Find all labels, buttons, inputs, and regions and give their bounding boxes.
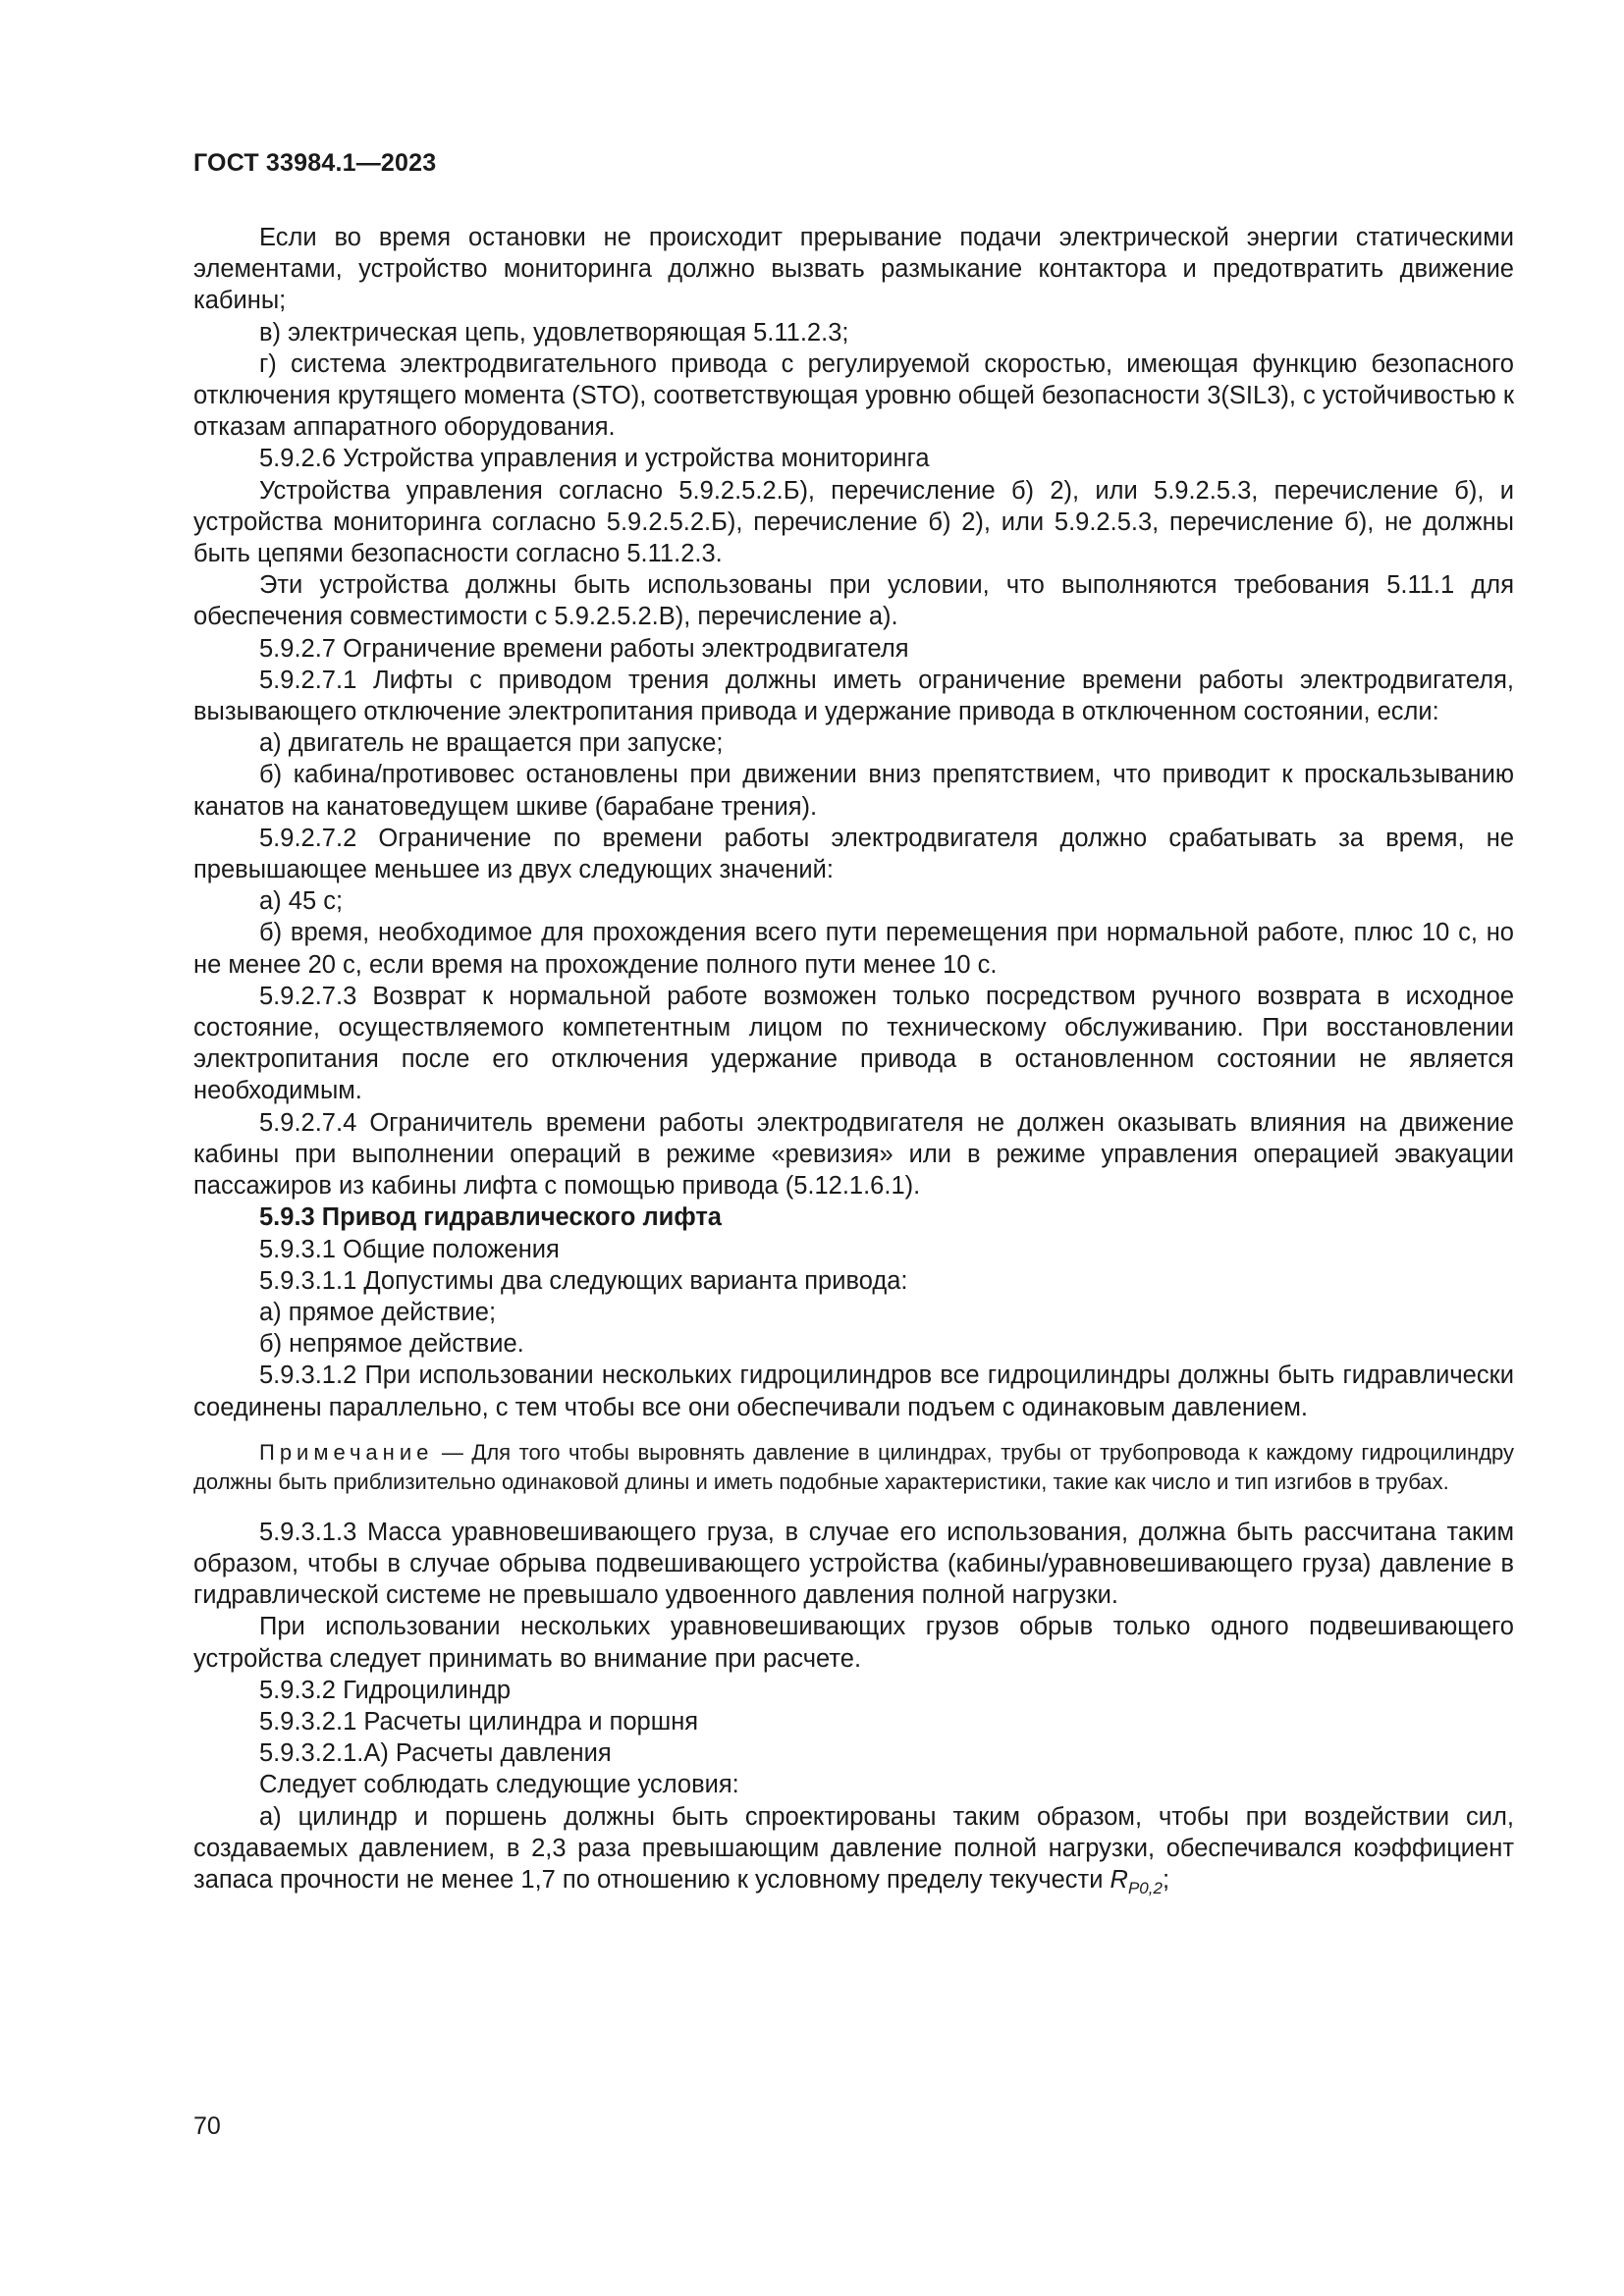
paragraph: 5.9.3.2.1.А) Расчеты давления xyxy=(259,1739,612,1768)
paragraph: Следует соблюдать следующие условия: xyxy=(259,1771,739,1799)
paragraph: При использовании нескольких уравновешивающих грузов обрыв только одного подвешивающего устройства следует принимать во внимание при расчете. xyxy=(193,1613,1514,1673)
paragraph: 5.9.2.6 Устройства управления и устройства мониторинга xyxy=(259,445,930,473)
paragraph: 5.9.3.1.2 При использовании нескольких гидроцилиндров все гидроцилиндры должны быть гидравлически соединены параллельно, с тем чтобы все они обеспечивали подъем с одинаковым давлением. xyxy=(193,1362,1514,1421)
paragraph: 5.9.3.1.3 Масса уравновешивающего груза, в случае его использования, должна быть рассчитана таким образом, чтобы в случае обрыва подвешивающего устройства (кабины/уравновешивающего груза) давление в гидравлической системе не превышало удвоенного давления полной нагрузки. xyxy=(193,1518,1514,1610)
paragraph: 5.9.3.1.1 Допустимы два следующих варианта привода: xyxy=(259,1266,908,1295)
paragraph-with-formula: а) цилиндр и поршень должны быть спроектированы таким образом, чтобы при воздействии сил, создаваемых давлением, в 2,3 раза превышающим давление полной нагрузки, обеспечивался коэффициент запаса прочности не менее 1,7 по отношению к условному пределу текучести $R_{P0,2}$; xyxy=(193,1802,1514,1898)
paragraph: а) прямое действие; xyxy=(259,1298,497,1326)
paragraph: б) кабина/противовес остановлены при движении вниз препятствием, что приводит к проскальзыванию канатов на канатоведущем шкиве (барабане трения). xyxy=(193,761,1514,821)
paragraph: а) 45 с; xyxy=(259,887,344,916)
document-header: ГОСТ 33984.1—2023 xyxy=(193,149,437,177)
section-heading: 5.9.3 Привод гидравлического лифта xyxy=(259,1203,722,1232)
paragraph: 5.9.3.2 Гидроцилиндр xyxy=(259,1676,512,1704)
paragraph: б) непрямое действие. xyxy=(259,1330,524,1359)
note-text: — Для того чтобы выровнять давление в цилиндрах, трубы от трубопровода к каждому гидроцилиндру должны быть приблизительно одинаковой длины и иметь подобные характеристики, такие как число и тип изгибов в трубах. xyxy=(193,1439,1514,1494)
paragraph: Если во время остановки не происходит прерывание подачи электрической энергии статическими элементами, устройство мониторинга должно вызвать размыкание контактора и предотвратить движение кабины; xyxy=(193,224,1514,315)
yield-strength-formula: $R_{P0,2}$ xyxy=(1110,1865,1163,1898)
paragraph: б) время, необходимое для прохождения всего пути перемещения при нормальной работе, плюс 10 с, но не менее 20 с, если время на прохождение полного пути менее 10 с. xyxy=(193,919,1514,979)
paragraph: 5.9.3.2.1 Расчеты цилиндра и поршня xyxy=(259,1707,699,1735)
paragraph: в) электрическая цепь, удовлетворяющая 5.11.2.3; xyxy=(259,318,849,347)
paragraph: 5.9.2.7.2 Ограничение по времени работы электродвигателя должно срабатывать за время, не превышающее меньшее из двух следующих значений: xyxy=(193,824,1514,884)
paragraph: Эти устройства должны быть использованы при условии, что выполняются требования 5.11.1 для обеспечения совместимости с 5.9.2.5.2.В), перечисление а). xyxy=(193,571,1514,631)
paragraph: 5.9.2.7.4 Ограничитель времени работы электродвигателя не должен оказывать влияния на движение кабины при выполнении операций в режиме «ревизия» или в режиме управления операцией эвакуации пассажиров из кабины лифта с помощью привода (5.12.1.6.1). xyxy=(193,1108,1514,1201)
paragraph-text: а) цилиндр и поршень должны быть спроектированы таким образом, чтобы при воздействии сил, создаваемых давлением, в 2,3 раза превышающим давление полной нагрузки, обеспечивался коэффициент запаса прочности не менее 1,7 по отношению к условному пределу текучести xyxy=(193,1802,1514,1894)
page-number: 70 xyxy=(193,2112,221,2140)
paragraph: 5.9.2.7.1 Лифты с приводом трения должны иметь ограничение времени работы электродвигателя, вызывающего отключение электропитания привода и удержание привода в отключенном состоянии, если: xyxy=(193,666,1514,726)
paragraph: 5.9.2.7 Ограничение времени работы электродвигателя xyxy=(259,634,909,663)
paragraph: г) система электродвигательного привода с регулируемой скоростью, имеющая функцию безопасного отключения крутящего момента (STO), соответствующая уровню общей безопасности 3(SIL3), с устойчивостью к отказам аппаратного оборудования. xyxy=(193,349,1514,442)
paragraph: 5.9.3.1 Общие положения xyxy=(259,1235,560,1263)
note-label: Примечание xyxy=(259,1439,434,1465)
document-body xyxy=(193,222,1514,1904)
paragraph: Устройства управления согласно 5.9.2.5.2.Б), перечисление б) 2), или 5.9.2.5.3, перечисление б), и устройства мониторинга согласно 5.9.2.5.2.Б), перечисление б) 2), или 5.9.2.5.3, перечисление б), не должны быть цепями безопасности согласно 5.11.2.3. xyxy=(193,476,1514,568)
note xyxy=(193,1438,1514,1497)
paragraph: 5.9.2.7.3 Возврат к нормальной работе возможен только посредством ручного возврата в исходное состояние, осуществляемого компетентным лицом по техническому обслуживанию. При восстановлении электропитания после его отключения удержание привода в остановленном состоянии не является необходимым. xyxy=(193,982,1514,1105)
paragraph: а) двигатель не вращается при запуске; xyxy=(259,729,724,758)
